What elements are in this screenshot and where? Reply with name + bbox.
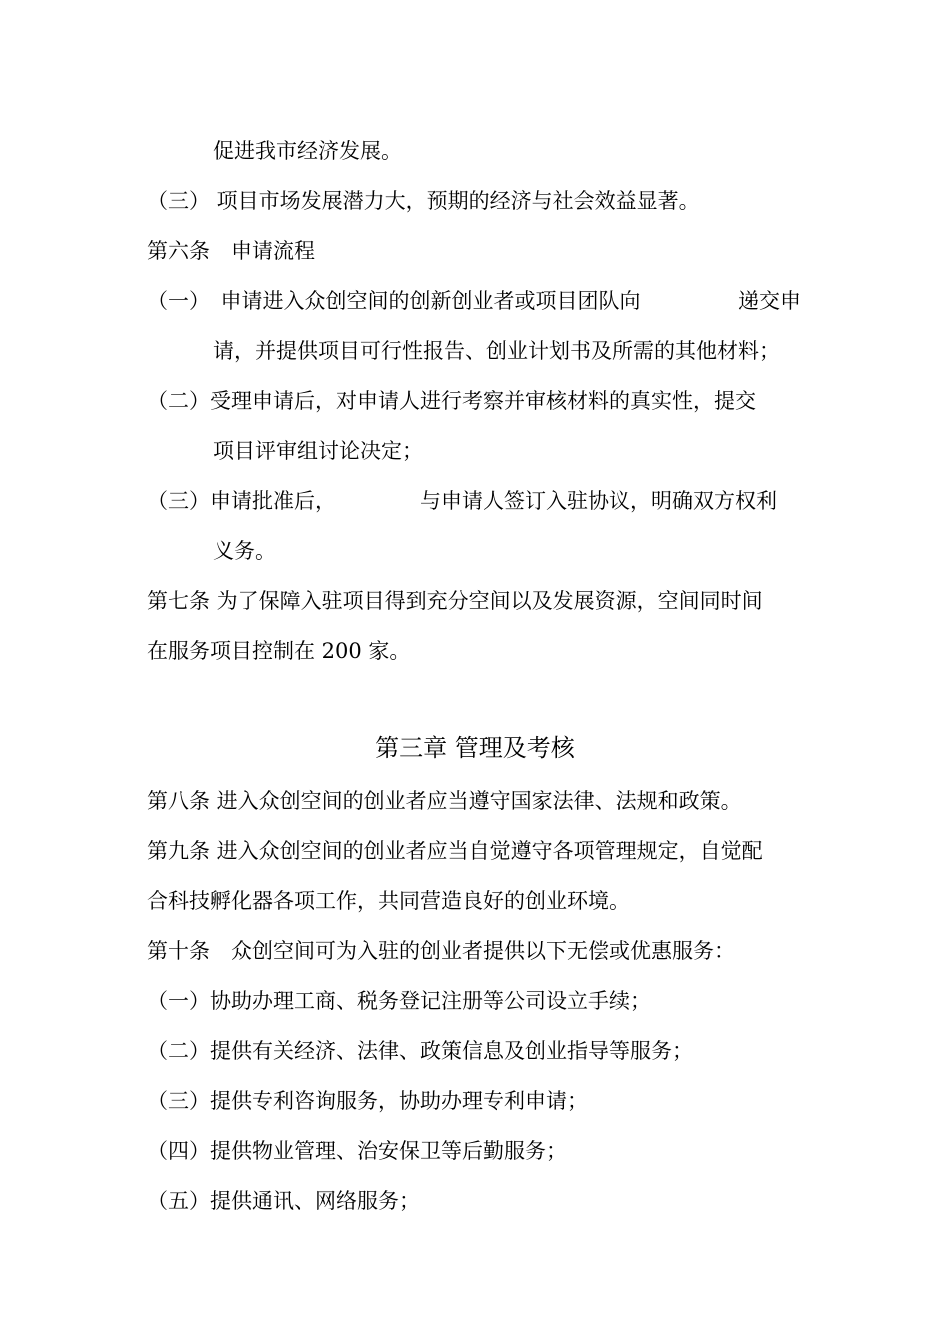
paragraph-line: 义务。	[213, 539, 276, 563]
paragraph-line: 请，并提供项目可行性报告、创业计划书及所需的其他材料；	[213, 339, 780, 363]
list-item: （一） 申请进入众创空间的创新创业者或项目团队向	[147, 289, 641, 313]
paragraph-line: 在服务项目控制在 200 家。	[147, 639, 411, 663]
list-item-tail: 与申请人签订入驻协议，明确双方权利	[420, 489, 777, 513]
paragraph-line: 促进我市经济发展。	[213, 139, 402, 163]
article-paragraph: 第八条 进入众创空间的创业者应当遵守国家法律、法规和政策。	[147, 789, 742, 813]
list-item-tail: 递交申	[738, 289, 801, 313]
article-paragraph: 第七条 为了保障入驻项目得到充分空间以及发展资源，空间同时间	[147, 589, 763, 613]
article-heading: 第六条 申请流程	[147, 239, 315, 263]
list-item: （五）提供通讯、网络服务；	[147, 1189, 420, 1213]
article-paragraph: 第九条 进入众创空间的创业者应当自觉遵守各项管理规定，自觉配	[147, 839, 763, 863]
paragraph-line: 合科技孵化器各项工作，共同营造良好的创业环境。	[147, 889, 630, 913]
list-item: （四）提供物业管理、治安保卫等后勤服务；	[147, 1139, 567, 1163]
list-item: （二）提供有关经济、法律、政策信息及创业指导等服务；	[147, 1039, 693, 1063]
article-paragraph: 第十条 众创空间可为入驻的创业者提供以下无偿或优惠服务：	[147, 939, 735, 963]
list-item: （三） 项目市场发展潜力大，预期的经济与社会效益显著。	[147, 189, 700, 213]
list-item: （二）受理申请后，对申请人进行考察并审核材料的真实性，提交	[147, 389, 756, 413]
list-item: （三）提供专利咨询服务，协助办理专利申请；	[147, 1089, 588, 1113]
paragraph-line: 项目评审组讨论决定；	[213, 439, 423, 463]
chapter-title: 第三章 管理及考核	[375, 734, 575, 762]
list-item: （三）申请批准后，	[147, 489, 336, 513]
list-item: （一）协助办理工商、税务登记注册等公司设立手续；	[147, 989, 651, 1013]
